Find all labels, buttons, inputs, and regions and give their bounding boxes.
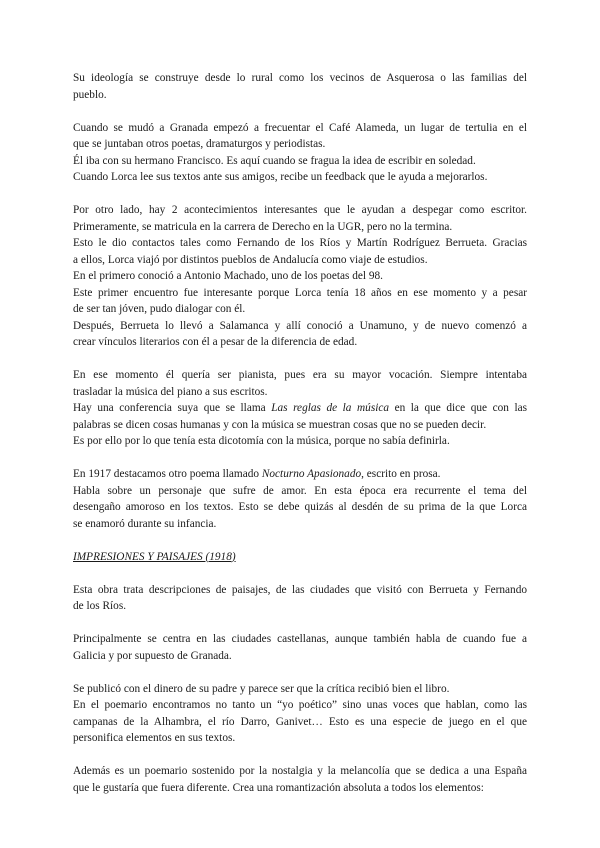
text-line: En el primero conoció a Antonio Machado, uno de los poetas del 98. <box>73 270 383 282</box>
section-heading: IMPRESIONES Y PAISAJES (1918) <box>73 550 236 563</box>
text-line: Después, Berrueta lo llevó a Salamanca y allí conoció a Unamuno, y de nuevo comenzó a <box>73 319 527 332</box>
text-line: Él iba con su hermano Francisco. Es aquí cuando se fragua la idea de escribir en soledad. <box>73 154 476 167</box>
text-line: pueblo. <box>73 88 107 101</box>
text-line: se enamoró durante su infancia. <box>73 517 217 530</box>
text-line: crear vínculos literarios con él a pesar de la diferencia de edad. <box>73 336 358 348</box>
text-line <box>73 400 527 417</box>
paragraph-nostalgia <box>73 763 527 796</box>
text-line: Galicia y por supuesto de Granada. <box>73 649 232 662</box>
paragraph-publicacion <box>73 681 527 747</box>
text-run: , escrito en prosa. <box>361 468 441 480</box>
paragraph-nocturno <box>73 466 527 532</box>
text-line: palabras se dicen cosas humanas y con la música se muestran cosas que no se pueden decir. <box>73 418 487 431</box>
text-line: Cuando se mudó a Granada empezó a frecuentar el Café Alameda, un lugar de tertulia en el <box>73 121 527 134</box>
paragraph-granada <box>73 120 527 186</box>
text-run: en la que dice que con las <box>389 402 527 414</box>
text-line <box>73 466 527 483</box>
text-line: Se publicó con el dinero de su padre y parece ser que la crítica recibió bien el libro. <box>73 682 450 695</box>
text-line: En el poemario encontramos no tanto un “yo poético” sino unas voces que hablan, como las <box>73 699 527 711</box>
paragraph-ideologia <box>73 70 527 103</box>
text-line: Es por ello por lo que tenía esta dicotomía con la música, porque no sabía definirla. <box>73 435 450 447</box>
text-line: Su ideología se construye desde lo rural como los vecinos de Asquerosa o las familias del <box>73 72 527 84</box>
document-page <box>73 70 527 796</box>
text-line: de ser tan jóven, pudo dialogar con él. <box>73 303 246 315</box>
text-line: que se juntaban otros poetas, dramaturgos y periodistas. <box>73 138 326 150</box>
text-line: Cuando Lorca lee sus textos ante sus amigos, recibe un feedback que le ayuda a mejorarlos. <box>73 171 488 183</box>
text-line: Por otro lado, hay 2 acontecimientos interesantes que le ayudan a despegar como escritor. <box>73 204 527 216</box>
text-line: de los Ríos. <box>73 600 127 612</box>
text-line: a ellos, Lorca viajó por distintos pueblos de Andalucía como viaje de estudios. <box>73 253 428 266</box>
paragraph-ciudades <box>73 631 527 664</box>
text-line: Esto le dio contactos tales como Fernando de los Ríos y Martín Rodríguez Berrueta. Gracias <box>73 237 527 249</box>
text-line: campanas de la Alhambra, el río Darro, Ganivet… Esto es una especie de juego en el que <box>73 715 527 728</box>
text-line: Este primer encuentro fue interesante porque Lorca tenía 18 años en ese momento y a pesar <box>73 286 527 299</box>
work-title: Las reglas de la música <box>271 402 390 414</box>
text-run: Hay una conferencia suya que se llama <box>73 402 272 414</box>
text-line: Habla sobre un personaje que sufre de amor. En esta época era recurrente el tema del <box>73 484 527 497</box>
paragraph-musica <box>73 367 527 450</box>
paragraph-acontecimientos <box>73 202 527 351</box>
text-line: Primeramente, se matricula en la carrera de Derecho en la UGR, pero no la termina. <box>73 220 453 233</box>
paragraph-obra <box>73 582 527 615</box>
work-title: Nocturno Apasionado <box>261 468 362 480</box>
text-line: trasladar la música del piano a sus escritos. <box>73 385 268 398</box>
text-line: que le gustaría que fuera diferente. Crea una romantización absoluta a todos los elementos: <box>73 781 484 794</box>
text-line: En ese momento él quería ser pianista, pues era su mayor vocación. Siempre intentaba <box>73 369 527 381</box>
text-line: Además es un poemario sostenido por la nostalgia y la melancolía que se dedica a una España <box>73 765 527 777</box>
text-line: personifica elementos en sus textos. <box>73 732 236 744</box>
text-run: En 1917 destacamos otro poema llamado <box>73 468 262 480</box>
text-line: desengaño amoroso en los textos. Esto se debe quizás al desdén de su prima de la que Lorca <box>73 501 527 513</box>
text-line: Esta obra trata descripciones de paisajes, de las ciudades que visitó con Berrueta y Fernando <box>73 583 527 596</box>
text-line: Principalmente se centra en las ciudades castellanas, aunque también habla de cuando fue a <box>73 633 527 645</box>
